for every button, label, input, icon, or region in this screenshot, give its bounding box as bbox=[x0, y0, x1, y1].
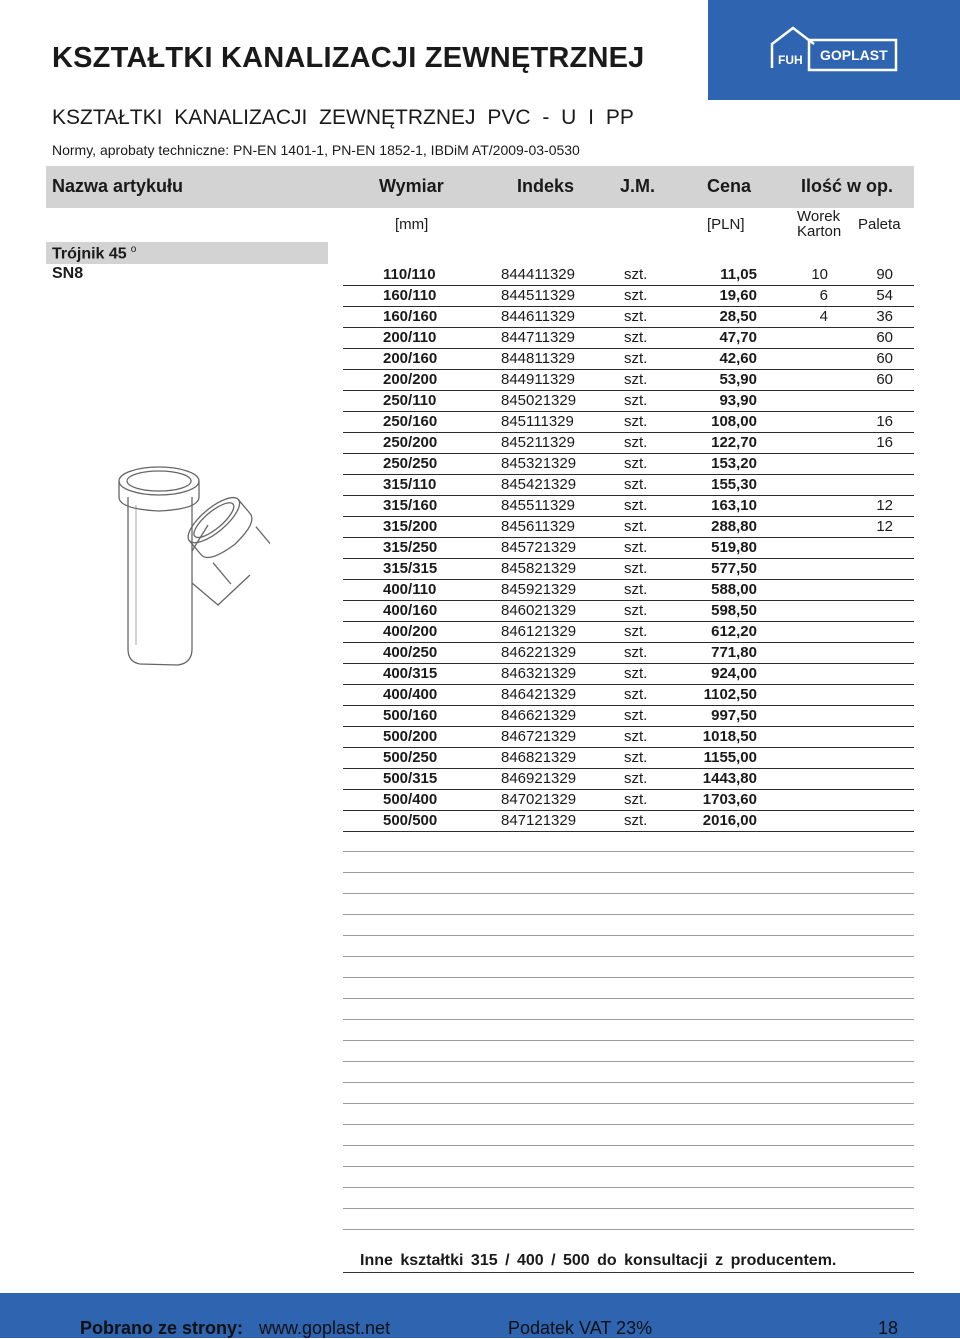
table-row bbox=[343, 432, 914, 454]
cell-size: 250/110 bbox=[383, 392, 437, 409]
cell-pallet-qty: 12 bbox=[876, 518, 893, 535]
table-row bbox=[343, 579, 914, 601]
cell-pallet-qty: 60 bbox=[876, 350, 893, 367]
cell-unit: szt. bbox=[624, 686, 648, 703]
cell-index: 844811329 bbox=[501, 350, 575, 367]
cell-price: 1703,60 bbox=[702, 791, 757, 808]
table-row bbox=[343, 684, 914, 706]
degree-sign: o bbox=[130, 244, 137, 255]
page-title: KSZTAŁTKI KANALIZACJI ZEWNĘTRZNEJ bbox=[52, 42, 645, 74]
cell-price: 2016,00 bbox=[702, 812, 757, 829]
cell-price: 1155,00 bbox=[703, 749, 757, 766]
empty-row-line bbox=[343, 977, 914, 978]
cell-price: 47,70 bbox=[719, 329, 757, 346]
cell-unit: szt. bbox=[624, 434, 648, 451]
cell-unit: szt. bbox=[624, 644, 648, 661]
size-unit-label: [mm] bbox=[395, 216, 429, 233]
cell-unit: szt. bbox=[624, 602, 648, 619]
table-row bbox=[343, 453, 914, 475]
table-row bbox=[343, 726, 914, 748]
cell-price: 1102,50 bbox=[703, 686, 757, 703]
cell-index: 845421329 bbox=[501, 476, 577, 493]
cell-unit: szt. bbox=[624, 497, 648, 514]
cell-size: 400/200 bbox=[383, 623, 438, 640]
column-header-price: Cena bbox=[707, 176, 752, 196]
box-label-line2: Karton bbox=[797, 223, 842, 240]
cell-unit: szt. bbox=[624, 455, 648, 472]
footer-source-url[interactable]: www.goplast.net bbox=[259, 1318, 391, 1338]
empty-row-line bbox=[343, 935, 914, 936]
cell-unit: szt. bbox=[624, 581, 648, 598]
cell-price: 53,90 bbox=[719, 371, 757, 388]
cell-price: 1443,80 bbox=[702, 770, 757, 787]
cell-pallet-qty: 60 bbox=[876, 371, 893, 388]
cell-price: 122,70 bbox=[711, 434, 757, 451]
cell-unit: szt. bbox=[624, 770, 648, 787]
cell-unit: szt. bbox=[624, 665, 648, 682]
cell-index: 846821329 bbox=[501, 749, 577, 766]
cell-price: 93,90 bbox=[719, 392, 757, 409]
cell-size: 110/110 bbox=[383, 266, 436, 283]
category-title-text: Trójnik 45 bbox=[52, 245, 127, 263]
cell-unit: szt. bbox=[624, 539, 648, 556]
cell-price: 11,05 bbox=[720, 266, 757, 283]
empty-row-line bbox=[343, 1145, 914, 1146]
empty-row-line bbox=[343, 1019, 914, 1020]
cell-index: 845111329 bbox=[501, 413, 574, 430]
empty-row-line bbox=[343, 1124, 914, 1125]
cell-price: 153,20 bbox=[711, 455, 757, 472]
cell-size: 500/250 bbox=[383, 749, 438, 766]
empty-row-line bbox=[343, 998, 914, 999]
cell-index: 847021329 bbox=[501, 791, 577, 808]
cell-pallet-qty: 16 bbox=[876, 434, 893, 451]
empty-row-line bbox=[343, 1187, 914, 1188]
cell-index: 846621329 bbox=[501, 707, 577, 724]
empty-row-line bbox=[343, 1103, 914, 1104]
cell-pallet-qty: 90 bbox=[876, 266, 893, 283]
cell-price: 19,60 bbox=[719, 287, 757, 304]
empty-row-line bbox=[343, 1166, 914, 1167]
table-row bbox=[343, 789, 914, 811]
cell-price: 577,50 bbox=[711, 560, 757, 577]
cell-unit: szt. bbox=[624, 413, 648, 430]
cell-size: 315/200 bbox=[383, 518, 438, 535]
cell-index: 844611329 bbox=[501, 308, 575, 325]
cell-box-qty: 10 bbox=[811, 266, 828, 283]
cell-index: 845021329 bbox=[501, 392, 577, 409]
cell-size: 500/160 bbox=[383, 707, 438, 724]
cell-unit: szt. bbox=[624, 623, 648, 640]
cell-pallet-qty: 12 bbox=[876, 497, 893, 514]
table-row bbox=[343, 810, 914, 832]
cell-size: 500/400 bbox=[383, 791, 438, 808]
cell-index: 845921329 bbox=[501, 581, 577, 598]
table-row bbox=[343, 285, 914, 307]
cell-index: 845211329 bbox=[501, 434, 575, 451]
cell-price: 598,50 bbox=[711, 602, 757, 619]
cell-box-qty: 4 bbox=[819, 308, 828, 325]
cell-index: 846121329 bbox=[501, 623, 577, 640]
footer-source-label: Pobrano ze strony: bbox=[80, 1318, 244, 1338]
table-row bbox=[343, 705, 914, 727]
norms-text: Normy, aprobaty techniczne: PN-EN 1401-1, PN-EN 1852-1, IBDiM AT/2009-03-0530 bbox=[52, 142, 580, 158]
cell-index: 846321329 bbox=[501, 665, 577, 682]
cell-price: 42,60 bbox=[719, 350, 757, 367]
cell-index: 845821329 bbox=[501, 560, 577, 577]
logo-icon bbox=[708, 0, 960, 100]
cell-index: 847121329 bbox=[501, 812, 577, 829]
cell-price: 924,00 bbox=[711, 665, 757, 682]
cell-unit: szt. bbox=[624, 707, 648, 724]
column-header-qty: Ilość w op. bbox=[801, 176, 894, 196]
cell-size: 200/160 bbox=[383, 350, 438, 367]
table-row bbox=[343, 495, 914, 517]
cell-price: 28,50 bbox=[719, 308, 757, 325]
cell-unit: szt. bbox=[624, 287, 648, 304]
cell-unit: szt. bbox=[624, 308, 648, 325]
cell-index: 845721329 bbox=[501, 539, 577, 556]
table-row bbox=[343, 348, 914, 370]
logo-banner bbox=[708, 0, 960, 100]
cell-unit: szt. bbox=[624, 728, 648, 745]
cell-unit: szt. bbox=[624, 518, 648, 535]
cell-index: 846421329 bbox=[501, 686, 577, 703]
empty-row-line bbox=[343, 872, 914, 873]
cell-unit: szt. bbox=[624, 371, 648, 388]
cell-pallet-qty: 60 bbox=[876, 329, 893, 346]
cell-size: 200/200 bbox=[383, 371, 438, 388]
cell-size: 400/250 bbox=[383, 644, 438, 661]
table-row bbox=[343, 747, 914, 769]
table-row bbox=[343, 600, 914, 622]
category-title bbox=[52, 244, 136, 263]
column-header-name: Nazwa artykułu bbox=[52, 176, 184, 196]
cell-pallet-qty: 54 bbox=[876, 287, 893, 304]
empty-row-line bbox=[343, 1061, 914, 1062]
cell-size: 315/110 bbox=[383, 476, 437, 493]
table-row bbox=[343, 516, 914, 538]
cell-size: 250/250 bbox=[383, 455, 438, 472]
cell-index: 846221329 bbox=[501, 644, 577, 661]
empty-row-line bbox=[343, 1040, 914, 1041]
pipe-tee-45-icon bbox=[100, 455, 270, 670]
logo-goplast: GOPLAST bbox=[820, 47, 888, 63]
cell-size: 315/315 bbox=[383, 560, 438, 577]
cell-unit: szt. bbox=[624, 749, 648, 766]
page-subtitle: KSZTAŁTKI KANALIZACJI ZEWNĘTRZNEJ PVC - U I PP bbox=[52, 106, 634, 129]
cell-size: 250/160 bbox=[383, 413, 438, 430]
footnote-text: Inne kształtki 315 / 400 / 500 do konsultacji z producentem. bbox=[360, 1252, 837, 1269]
empty-row-line bbox=[343, 1208, 914, 1209]
table-row bbox=[343, 474, 914, 496]
column-header-unit: J.M. bbox=[620, 176, 656, 196]
table-row bbox=[343, 411, 914, 433]
cell-size: 200/110 bbox=[383, 329, 437, 346]
cell-price: 108,00 bbox=[711, 413, 757, 430]
cell-unit: szt. bbox=[624, 791, 648, 808]
table-row bbox=[343, 369, 914, 391]
cell-size: 500/200 bbox=[383, 728, 438, 745]
cell-index: 846721329 bbox=[501, 728, 577, 745]
pallet-label: Paleta bbox=[858, 216, 901, 233]
table-row bbox=[343, 264, 914, 286]
table-row bbox=[343, 327, 914, 349]
empty-row-line bbox=[343, 893, 914, 894]
box-label-line1: Worek bbox=[797, 208, 841, 225]
cell-size: 400/400 bbox=[383, 686, 438, 703]
cell-price: 519,80 bbox=[711, 539, 757, 556]
cell-unit: szt. bbox=[624, 329, 648, 346]
cell-price: 288,80 bbox=[711, 518, 757, 535]
empty-row-line bbox=[343, 956, 914, 957]
cell-index: 845611329 bbox=[501, 518, 575, 535]
cell-price: 612,20 bbox=[711, 623, 757, 640]
cell-price: 163,10 bbox=[711, 497, 757, 514]
cell-price: 997,50 bbox=[711, 707, 757, 724]
cell-unit: szt. bbox=[624, 266, 648, 283]
table-row bbox=[343, 768, 914, 790]
cell-price: 1018,50 bbox=[702, 728, 757, 745]
column-header-size: Wymiar bbox=[379, 176, 444, 196]
table-row bbox=[343, 306, 914, 328]
table-row bbox=[343, 621, 914, 643]
cell-size: 160/110 bbox=[383, 287, 437, 304]
footer-vat: Podatek VAT 23% bbox=[508, 1318, 653, 1338]
footnote-underline bbox=[343, 1272, 914, 1273]
cell-index: 844511329 bbox=[501, 287, 575, 304]
cell-unit: szt. bbox=[624, 392, 648, 409]
cell-unit: szt. bbox=[624, 812, 648, 829]
logo-fuh: FUH bbox=[778, 53, 803, 67]
cell-unit: szt. bbox=[624, 560, 648, 577]
cell-index: 846021329 bbox=[501, 602, 577, 619]
cell-size: 160/160 bbox=[383, 308, 438, 325]
cell-index: 844911329 bbox=[501, 371, 575, 388]
cell-index: 844411329 bbox=[501, 266, 575, 283]
cell-price: 588,00 bbox=[711, 581, 757, 598]
cell-unit: szt. bbox=[624, 476, 648, 493]
cell-box-qty: 6 bbox=[819, 287, 828, 304]
footer-page-number: 18 bbox=[878, 1318, 899, 1338]
cell-unit: szt. bbox=[624, 350, 648, 367]
box-label bbox=[797, 209, 841, 239]
cell-index: 846921329 bbox=[501, 770, 577, 787]
cell-size: 250/200 bbox=[383, 434, 438, 451]
cell-size: 500/500 bbox=[383, 812, 438, 829]
empty-row-line bbox=[343, 914, 914, 915]
cell-size: 400/315 bbox=[383, 665, 438, 682]
cell-size: 400/160 bbox=[383, 602, 438, 619]
table-row bbox=[343, 390, 914, 412]
cell-size: 500/315 bbox=[383, 770, 438, 787]
cell-price: 771,80 bbox=[711, 644, 757, 661]
column-header-index: Indeks bbox=[517, 176, 575, 196]
cell-pallet-qty: 36 bbox=[876, 308, 893, 325]
table-row bbox=[343, 558, 914, 580]
empty-row-line bbox=[343, 1229, 914, 1230]
category-class: SN8 bbox=[52, 265, 84, 282]
cell-pallet-qty: 16 bbox=[876, 413, 893, 430]
empty-row-line bbox=[343, 851, 914, 852]
cell-index: 845511329 bbox=[501, 497, 575, 514]
cell-size: 400/110 bbox=[383, 581, 437, 598]
table-row bbox=[343, 642, 914, 664]
cell-size: 315/250 bbox=[383, 539, 438, 556]
cell-price: 155,30 bbox=[711, 476, 757, 493]
empty-row-line bbox=[343, 1082, 914, 1083]
table-row bbox=[343, 537, 914, 559]
cell-index: 845321329 bbox=[501, 455, 577, 472]
table-row bbox=[343, 663, 914, 685]
cell-size: 315/160 bbox=[383, 497, 438, 514]
cell-index: 844711329 bbox=[501, 329, 575, 346]
price-unit-label: [PLN] bbox=[707, 216, 745, 233]
